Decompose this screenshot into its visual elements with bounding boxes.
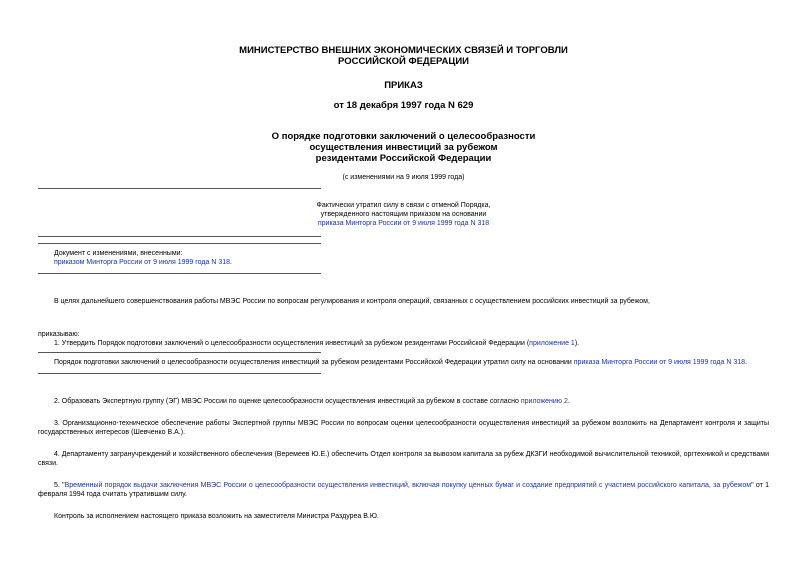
changes-block: Документ с изменениями, внесенными: приказом Минторга России от 9 июля 1999 года N 318.	[54, 249, 354, 267]
intro-paragraph: В целях дальнейшего совершенствования работы МВЭС России по вопросам регулирования и контроля операций, связанных с осуществлением российских инвестиций за рубежом,	[54, 298, 650, 305]
item-2: 2. Образовать Экспертную группу (ЭГ) МВЭС России по оценке целесообразности осуществления инвестиций за рубежом в составе согласно приложению 2.	[54, 398, 570, 405]
divider	[38, 236, 321, 237]
item-5-link[interactable]: Временный порядок выдачи заключения МВЭС России о целесообразности осуществления инвестиций, включая покупку ценных бумаг и создание предприятий с участием российского капитала, за рубежом	[64, 482, 752, 489]
divider	[38, 243, 321, 244]
item-2-link[interactable]: приложению 2	[520, 398, 568, 405]
divider	[38, 188, 321, 189]
status-note	[0, 201, 807, 228]
orders-word: приказываю:	[38, 331, 80, 338]
control-paragraph: Контроль за исполнением настоящего приказа возложить на заместителя Министра Раздуреа В.Ю.	[54, 513, 379, 520]
amendments-note: (с изменениями на 9 июля 1999 года)	[342, 174, 465, 181]
divider	[38, 352, 321, 353]
repeal-note-link[interactable]: приказа Минторга России от 9 июля 1999 года N 318	[573, 359, 746, 366]
status-line-2: утвержденного настоящим приказом на основании	[320, 211, 487, 218]
ministry-name	[0, 45, 807, 67]
title-line-3: резидентами Российской Федерации	[315, 153, 492, 164]
doc-type: ПРИКАЗ	[384, 80, 423, 91]
ministry-line-2: РОССИЙСКОЙ ФЕДЕРАЦИИ	[337, 56, 469, 67]
status-line-1: Фактически утратил силу в связи с отменой Порядка,	[316, 202, 491, 209]
status-link[interactable]: приказа Минторга России от 9 июля 1999 года N 318	[317, 220, 490, 227]
repeal-note: Порядок подготовки заключений о целесообразности осуществления инвестиций за рубежом резидентами Российской Федерации утратил силу на основании приказа Минторга России от 9 июля 1999 года N 318.	[54, 359, 747, 366]
item-1: 1. Утвердить Порядок подготовки заключений о целесообразности осуществления инвестиций за рубежом резидентами Российской Федерации (приложение 1).	[54, 340, 580, 347]
item-1-link[interactable]: приложение 1	[529, 340, 575, 347]
item-5: 5. "Временный порядок выдачи заключения МВЭС России о целесообразности осуществления инвестиций, включая покупку ценных бумаг и создание предприятий с участием российского капитала, за рубежом" от 1 февраля 1994 года считать утратившим силу.	[38, 482, 769, 498]
divider	[38, 373, 321, 374]
doc-date-number: от 18 декабря 1997 года N 629	[333, 100, 474, 111]
divider	[38, 273, 321, 274]
item-3: 3. Организационно-техническое обеспечение работы Экспертной группы МВЭС России по вопросам оценки целесообразности осуществления инвестиций за рубежом возложить на Департамент контроля и защиты государственных интересов (Шевченко В.А.).	[38, 420, 769, 436]
title-line-1: О порядке подготовки заключений о целесообразности	[271, 131, 536, 142]
ministry-line-1: МИНИСТЕРСТВО ВНЕШНИХ ЭКОНОМИЧЕСКИХ СВЯЗЕЙ И ТОРГОВЛИ	[239, 45, 568, 56]
changes-label: Документ с изменениями, внесенными:	[54, 250, 183, 257]
changes-link[interactable]: приказом Минторга России от 9 июля 1999 года N 318	[54, 259, 230, 266]
item-4: 4. Департаменту загранучреждений и хозяйственного обеспечения (Веремеев Ю.Е.) обеспечить Отдел контроля за вывозом капитала за рубеж ДКЗГИ необходимой вычислительной техникой, оргтехникой и средствами связи.	[38, 451, 769, 467]
doc-title	[0, 131, 807, 164]
title-line-2: осуществления инвестиций за рубежом	[309, 142, 498, 153]
